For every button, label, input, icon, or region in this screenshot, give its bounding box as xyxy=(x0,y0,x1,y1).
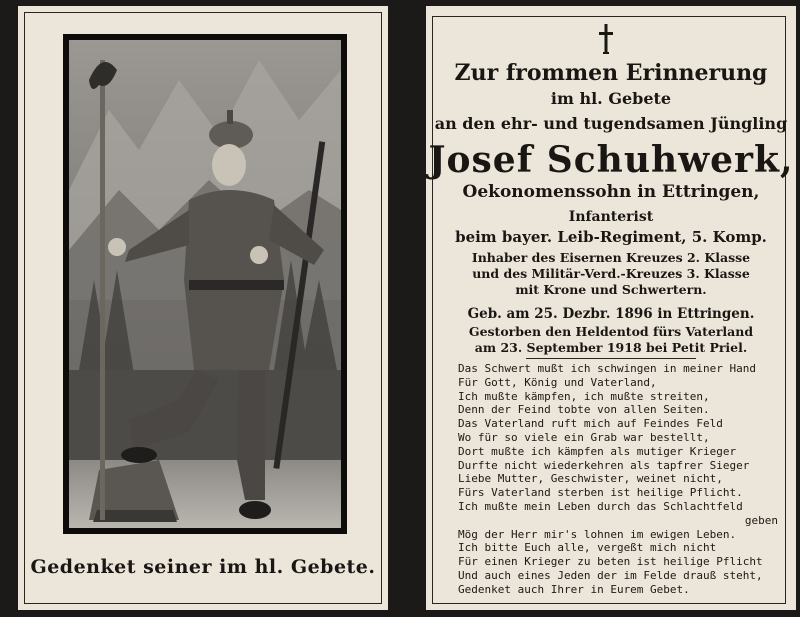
poem-line: Und auch eines Jeden der im Felde drauß steht, xyxy=(458,568,763,582)
poem-line: Mög der Herr mir's lohnen im ewigen Leben. xyxy=(458,527,737,541)
memorial-caption: Gedenket seiner im hl. Gebete. xyxy=(30,556,376,578)
poem-line: Gedenket auch Ihrer in Eurem Gebet. xyxy=(458,582,690,596)
poem-line: Dort mußte ich kämpfen als mutiger Krieger xyxy=(458,444,737,458)
regiment-line: beim bayer. Leib-Regiment, 5. Komp. xyxy=(455,228,767,246)
rank-line: Infanterist xyxy=(568,209,654,225)
decoration-line-2: und des Militär-Verd.-Kreuzes 3. Klasse xyxy=(472,266,750,281)
poem-line: Ich mußte mein Leben durch das Schlachtfeld xyxy=(458,499,743,513)
poem-line: geben xyxy=(744,513,778,527)
poem-line: Fürs Vaterland sterben ist heilige Pflicht. xyxy=(458,486,743,500)
divider xyxy=(526,358,696,359)
death-line-1: Gestorben den Heldentod fürs Vaterland xyxy=(468,324,754,339)
poem xyxy=(458,362,778,597)
occupation-line: Oekonomenssohn in Ettringen, xyxy=(462,182,760,202)
heading: Zur frommen Erinnerung xyxy=(454,60,768,86)
cross-icon xyxy=(598,24,614,56)
soldier-photo xyxy=(69,40,341,528)
deceased-name: Josef Schuhwerk, xyxy=(428,139,794,181)
poem-line: Das Schwert mußt ich schwingen in meiner Hand xyxy=(458,362,757,375)
birth-line: Geb. am 25. Dezbr. 1896 in Ettringen. xyxy=(467,306,755,322)
poem-line: Für Gott, König und Vaterland, xyxy=(458,375,657,389)
decoration-line-3: mit Krone und Schwertern. xyxy=(515,282,707,297)
poem-line: Ich bitte Euch alle, vergeßt mich nicht xyxy=(458,541,717,555)
poem-line: Das Vaterland ruft mich auf Feindes Feld xyxy=(458,417,723,431)
poem-line: Durfte nicht wiederkehren als tapfrer Sieger xyxy=(458,458,750,472)
poem-line: Ich mußte kämpfen, ich mußte streiten, xyxy=(458,389,710,403)
photo-frame xyxy=(63,34,347,534)
poem-line: Liebe Mutter, Geschwister, weinet nicht, xyxy=(458,472,723,486)
death-line-2: am 23. September 1918 bei Petit Priel. xyxy=(474,340,748,355)
prayer-line: im hl. Gebete xyxy=(550,89,672,108)
left-card xyxy=(18,6,388,610)
poem-line: Denn der Feind tobte von allen Seiten. xyxy=(458,403,710,417)
decoration-line-1: Inhaber des Eisernen Kreuzes 2. Klasse xyxy=(471,250,751,265)
poem-line: Wo für so viele ein Grab war bestellt, xyxy=(458,430,710,444)
right-card xyxy=(426,6,796,610)
poem-line: Für einen Krieger zu beten ist heilige Pflicht xyxy=(458,555,763,569)
dedication-line: an den ehr- und tugendsamen Jüngling xyxy=(434,114,788,133)
